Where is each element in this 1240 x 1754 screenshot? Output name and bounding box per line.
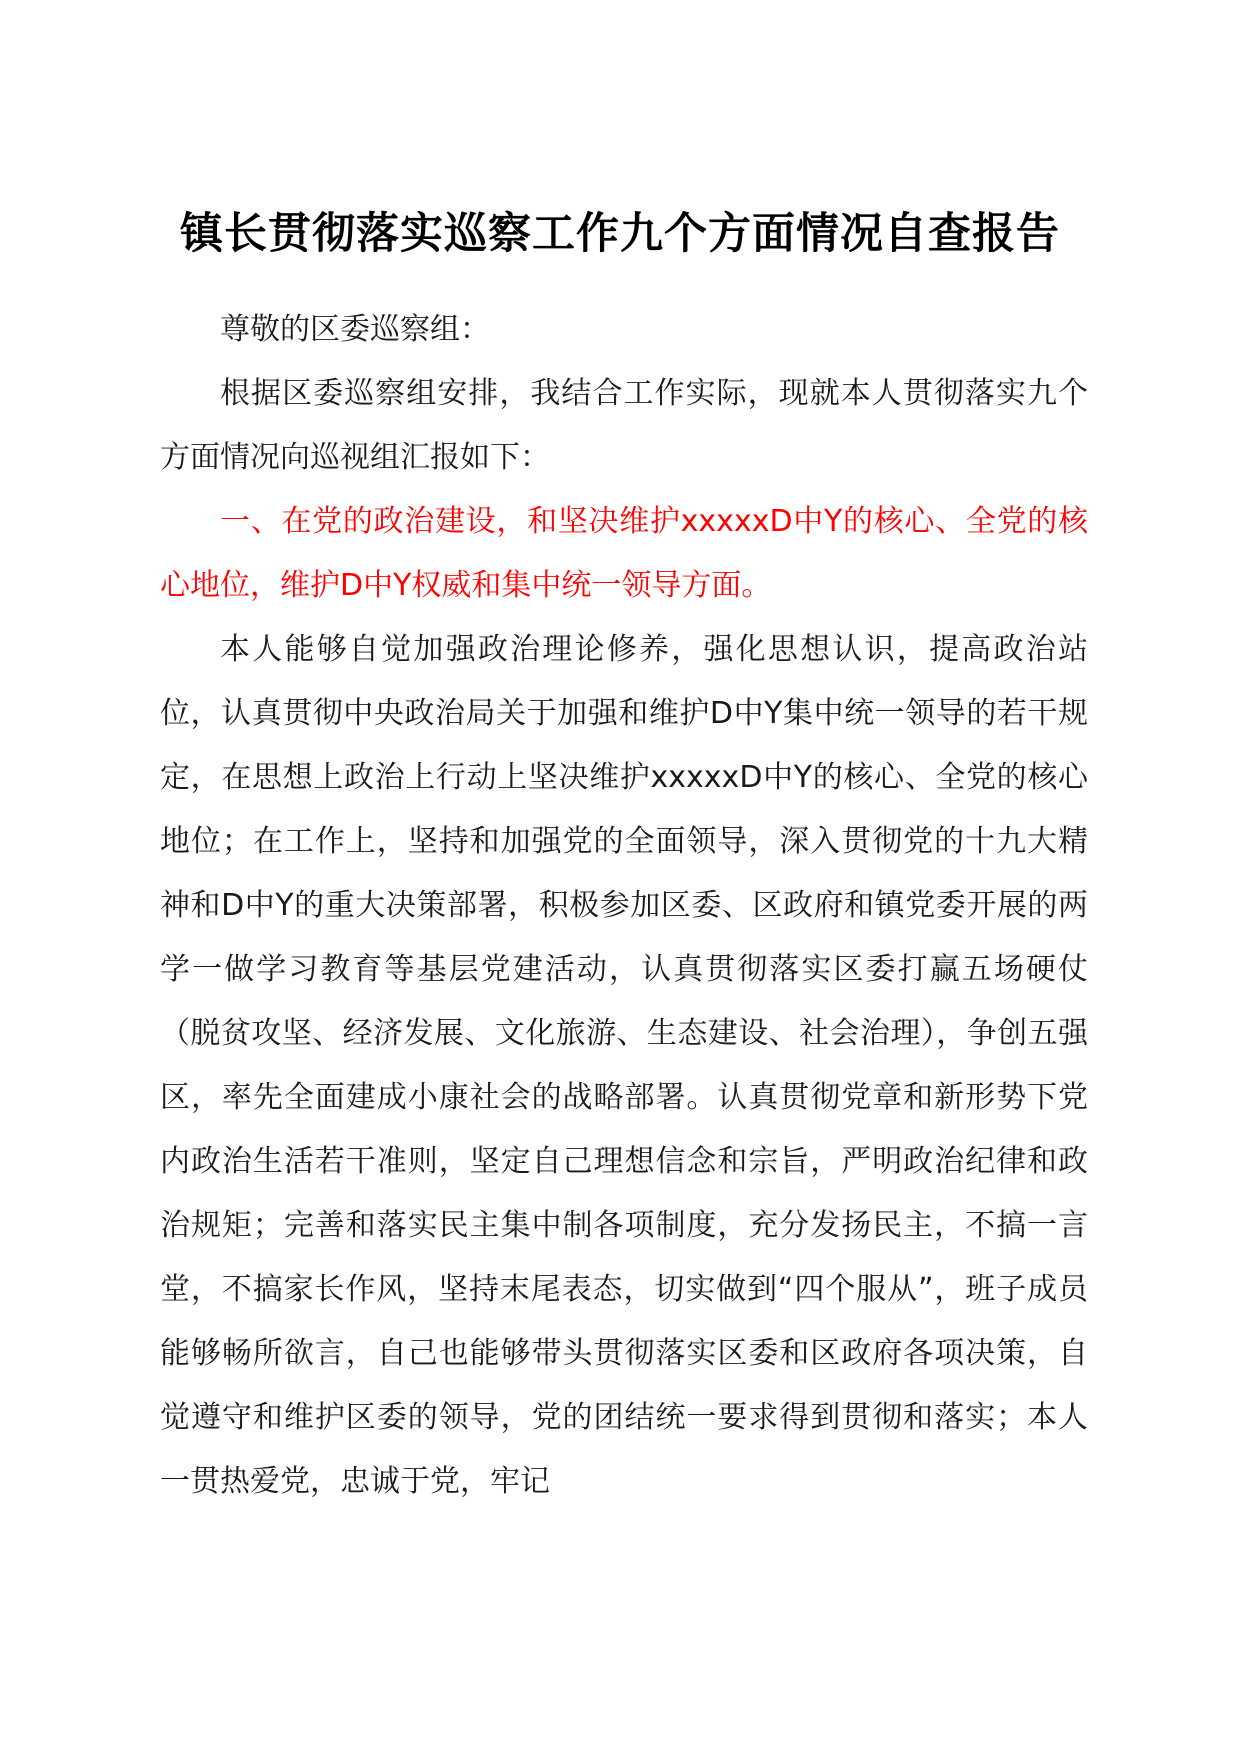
intro-text: 根据区委巡察组安排，我结合工作实际，现就本人贯彻落实九个方面情况向巡视组汇报如下：	[160, 376, 1088, 475]
salutation-text: 尊敬的区委巡察组：	[220, 312, 490, 347]
section-1-paragraph	[160, 618, 1088, 1514]
section-heading-1	[160, 490, 1088, 618]
salutation	[160, 298, 1088, 362]
section-1-paragraph-text: 本人能够自觉加强政治理论修养，强化思想认识，提高政治站位，认真贯彻中央政治局关于加强和维护D中Y集中统一领导的若干规定，在思想上政治上行动上坚决维护xxxxxD中Y的核心、全党的核心地位；在工作上，坚持和加强党的全面领导，深入贯彻党的十九大精神和D中Y的重大决策部署，积极参加区委、区政府和镇党委开展的两学一做学习教育等基层党建活动，认真贯彻落实区委打赢五场硬仗（脱贫攻坚、经济发展、文化旅游、生态建设、社会治理），争创五强区，率先全面建成小康社会的战略部署。认真贯彻党章和新形势下党内政治生活若干准则，坚定自己理想信念和宗旨，严明政治纪律和政治规矩；完善和落实民主集中制各项制度，充分发扬民主，不搞一言堂，不搞家长作风，坚持末尾表态，切实做到“四个服从”，班子成员能够畅所欲言，自己也能够带头贯彻落实区委和区政府各项决策，自觉遵守和维护区委的领导，党的团结统一要求得到贯彻和落实；本人一贯热爱党，忠诚于党，牢记	[160, 632, 1088, 1499]
section-heading-1-text: 一、在党的政治建设，和坚决维护xxxxxD中Y的核心、全党的核心地位，维护D中Y权威和集中统一领导方面。	[160, 504, 1088, 603]
intro-paragraph	[160, 362, 1088, 490]
document-title: 镇长贯彻落实巡察工作九个方面情况自查报告	[180, 209, 1060, 259]
